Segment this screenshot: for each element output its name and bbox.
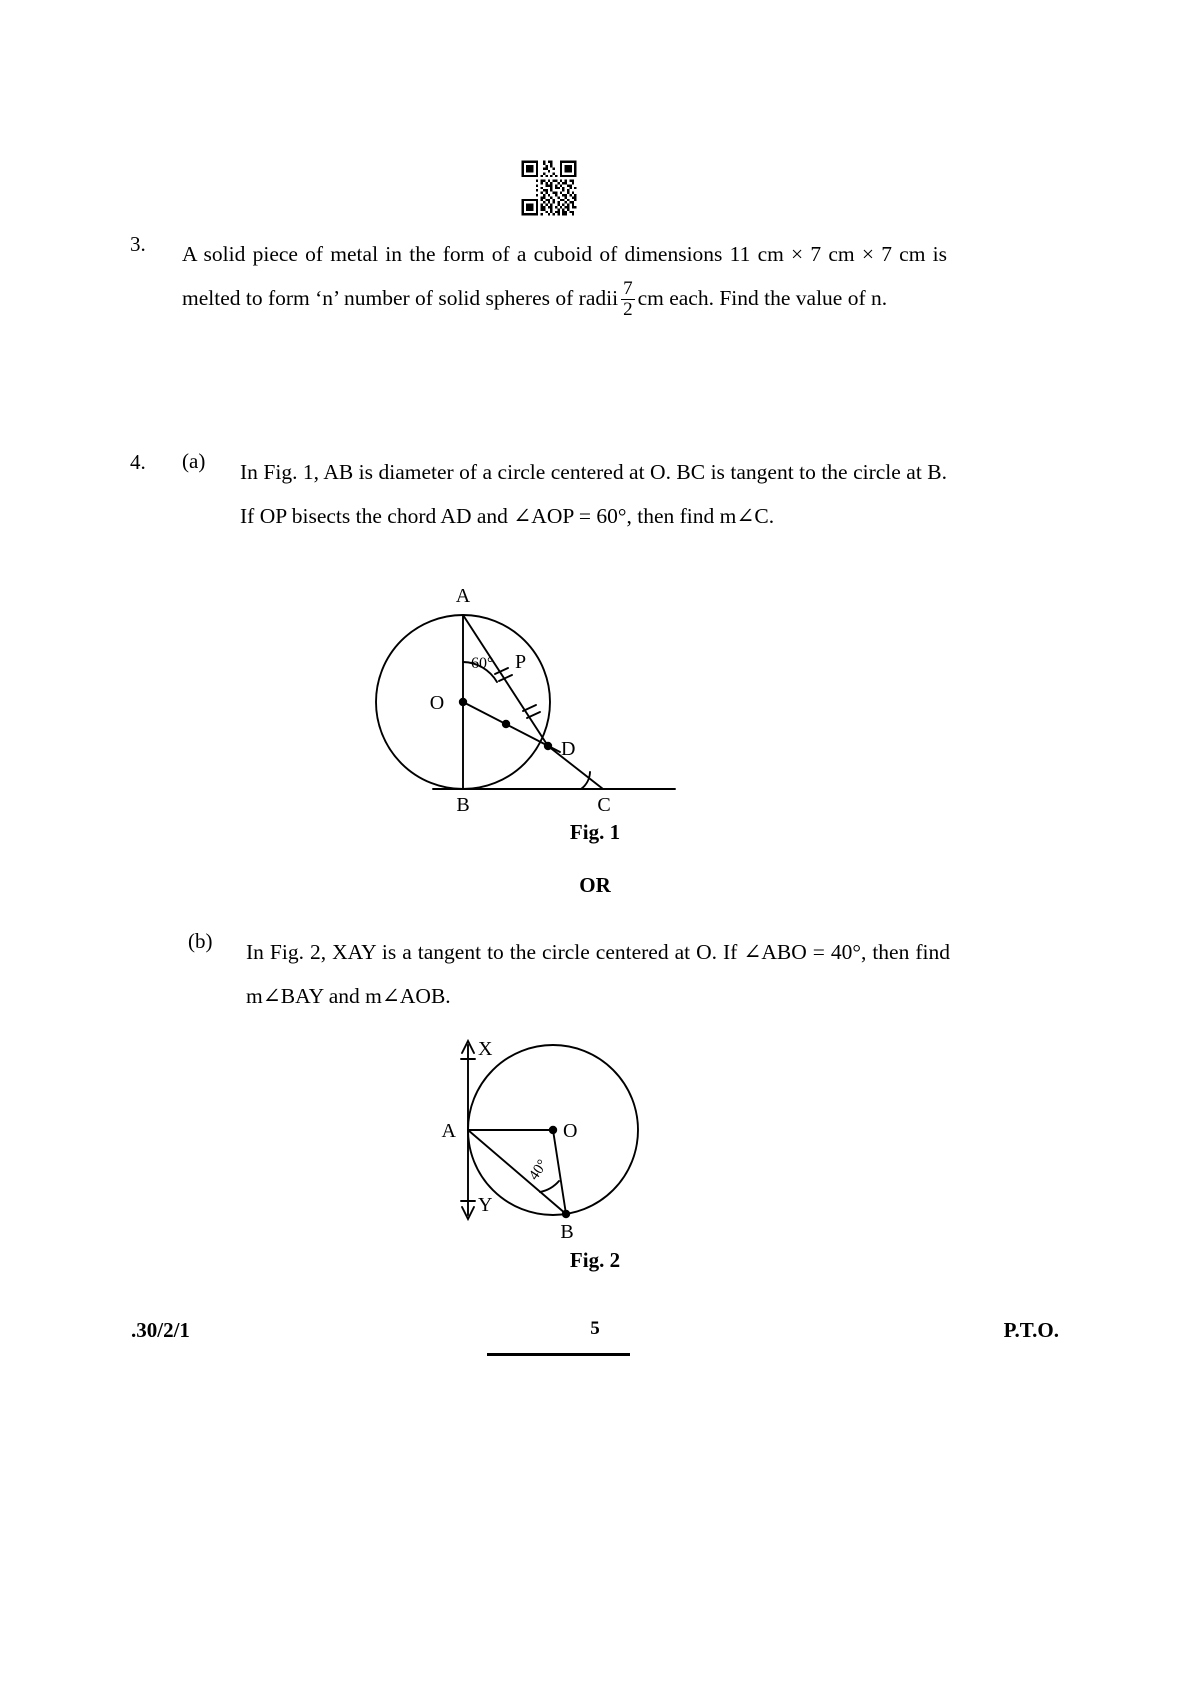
question-4-number: 4. bbox=[130, 450, 146, 474]
fraction-numerator: 7 bbox=[623, 277, 633, 299]
figure-2-caption: Fig. 2 bbox=[569, 1248, 621, 1272]
question-4b-text: In Fig. 2, XAY is a tangent to the circle centered at O. If ∠ABO = 40°, then find m∠BAY and m∠AOB. bbox=[246, 940, 950, 1008]
fig1-label-O: O bbox=[429, 692, 445, 714]
fig1-label-A: A bbox=[455, 585, 471, 607]
paper-code: .30/2/1 bbox=[131, 1318, 190, 1342]
fig1-label-D: D bbox=[561, 738, 576, 760]
fig1-point-D bbox=[544, 742, 552, 750]
fig2-point-B bbox=[562, 1210, 570, 1218]
question-3-text bbox=[182, 232, 947, 321]
question-3-text-part2: cm each. Find the value of n. bbox=[637, 286, 888, 310]
fig1-point-O bbox=[459, 698, 467, 706]
fig2-label-A: A bbox=[441, 1120, 456, 1142]
fig2-label-Y: Y bbox=[478, 1194, 493, 1216]
question-4a-text: In Fig. 1, AB is diameter of a circle centered at O. BC is tangent to the circle at B. If OP bisects the chord AD and ∠AOP = 60°, then find m∠C. bbox=[240, 460, 947, 528]
fig1-tick-pd-1 bbox=[523, 705, 536, 711]
figure-2 bbox=[400, 1015, 720, 1245]
page-footer bbox=[0, 1318, 1190, 1378]
fraction-denominator: 2 bbox=[623, 298, 633, 320]
qr-code-icon bbox=[519, 158, 579, 218]
page-number-rule bbox=[487, 1353, 630, 1356]
page-number: 5 bbox=[590, 1318, 600, 1339]
question-3-number: 3. bbox=[130, 232, 146, 256]
fig2-label-X: X bbox=[478, 1038, 493, 1060]
fig2-label-O: O bbox=[563, 1120, 578, 1142]
fig1-segment-DC bbox=[548, 746, 603, 789]
question-3-text-part1: A solid piece of metal in the form of a cuboid of dimensions 11 cm × 7 cm × 7 cm is melted to form ‘n’ number of solid spheres of radii bbox=[182, 242, 947, 310]
question-4b bbox=[188, 930, 950, 1018]
turn-over-label: P.T.O. bbox=[1003, 1318, 1059, 1342]
fig2-angle-arc-B bbox=[540, 1181, 559, 1192]
fraction-seven-halves bbox=[621, 279, 635, 320]
fig1-label-P: P bbox=[515, 651, 527, 673]
fig2-segment-OB bbox=[553, 1130, 566, 1214]
fig1-point-P bbox=[502, 720, 510, 728]
figure-1 bbox=[345, 575, 745, 815]
fig1-label-angle-60: 60° bbox=[471, 655, 494, 672]
figure-1-caption: Fig. 1 bbox=[569, 820, 621, 844]
fig2-label-angle-40: 40° bbox=[526, 1156, 552, 1184]
question-3 bbox=[130, 232, 950, 321]
question-4a-label: (a) bbox=[182, 449, 206, 473]
question-4a bbox=[130, 450, 950, 538]
fig1-label-B: B bbox=[456, 794, 470, 815]
question-4b-label: (b) bbox=[188, 929, 213, 953]
fig2-label-B: B bbox=[560, 1221, 574, 1243]
fig1-label-C: C bbox=[597, 794, 611, 815]
fig2-point-O bbox=[549, 1126, 557, 1134]
or-divider: OR bbox=[579, 873, 611, 897]
